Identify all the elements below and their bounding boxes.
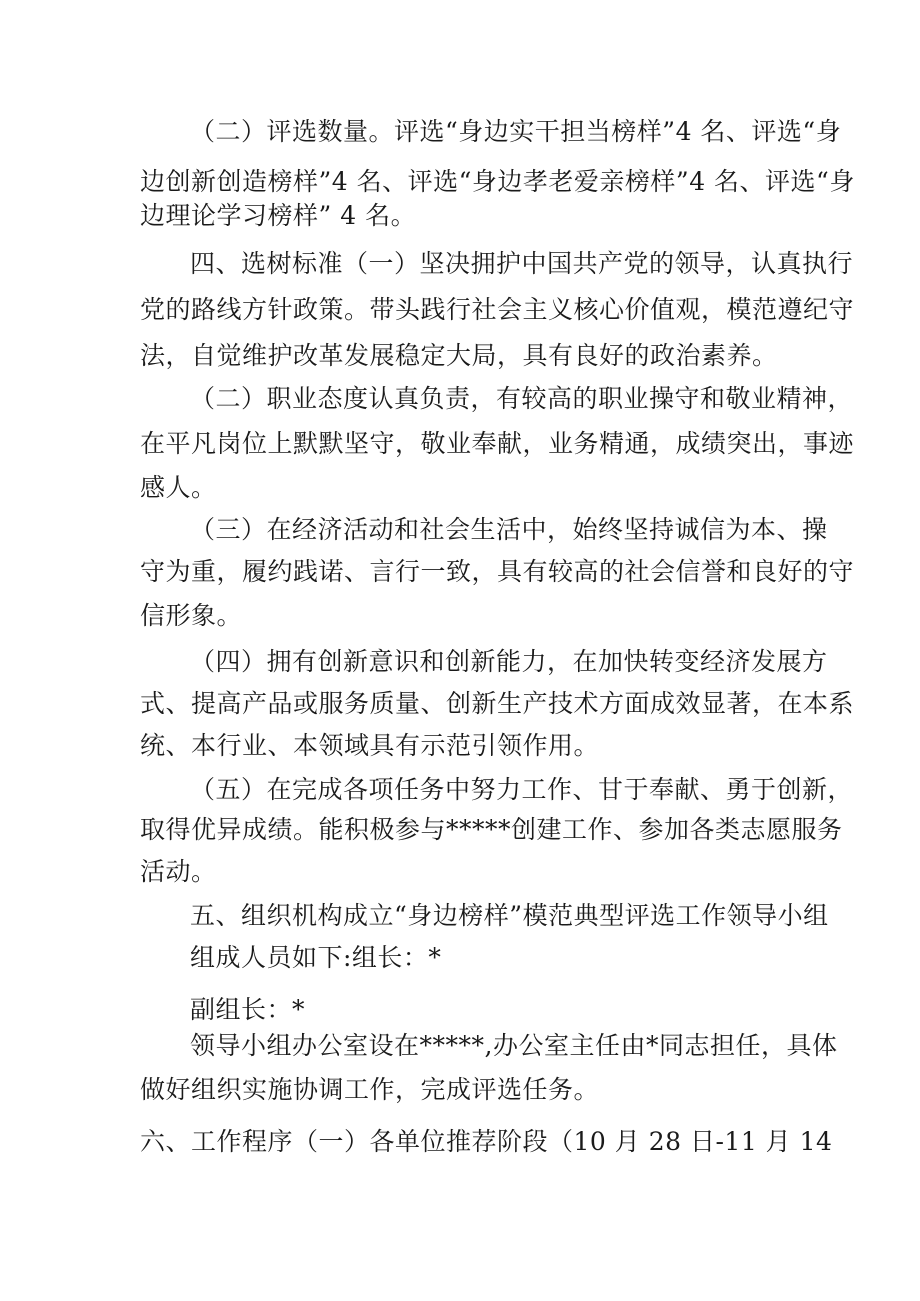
text-line: （三）在经济活动和社会生活中，始终坚持诚信为本、操 <box>190 515 828 544</box>
text-line: 边创新创造榜样”4 名、评选“身边孝老爱亲榜样”4 名、评选“身 <box>140 167 855 196</box>
text-line: （四）拥有创新意识和创新能力，在加快转变经济发展方 <box>190 647 828 676</box>
text-line: 边理论学习榜样” 4 名。 <box>140 201 417 230</box>
text-line: 组成人员如下:组长：* <box>190 943 442 972</box>
text-line: 式、提高产品或服务质量、创新生产技术方面成效显著，在本系 <box>140 689 855 718</box>
text-line: 取得优异成绩。能积极参与*****创建工作、参加各类志愿服务 <box>140 815 843 844</box>
text-line: 六、工作程序（一）各单位推荐阶段（10 月 28 日-11 月 14 <box>140 1127 833 1156</box>
text-line: 做好组织实施协调工作，完成评选任务。 <box>140 1075 600 1104</box>
text-line: 副组长：* <box>190 995 306 1024</box>
text-line: 活动。 <box>140 857 217 886</box>
text-line: 法，自觉维护改革发展稳定大局，具有良好的政治素养。 <box>140 341 778 370</box>
text-line: 党的路线方针政策。带头践行社会主义核心价值观，模范遵纪守 <box>140 295 855 324</box>
text-line: 在平凡岗位上默默坚守，敬业奉献，业务精通，成绩突出，事迹 <box>140 429 855 458</box>
text-line: （二）职业态度认真负责，有较高的职业操守和敬业精神， <box>190 384 854 413</box>
text-line: 领导小组办公室设在*****,办公室主任由*同志担任，具体 <box>190 1031 838 1060</box>
text-line: 四、选树标准（一）坚决拥护中国共产党的领导，认真执行 <box>190 249 854 278</box>
text-line: 信形象。 <box>140 601 243 630</box>
text-line: 统、本行业、本领域具有示范引领作用。 <box>140 731 600 760</box>
text-line: （五）在完成各项任务中努力工作、甘于奉献、勇于创新， <box>190 775 854 804</box>
text-line: 五、组织机构成立“身边榜样”模范典型评选工作领导小组 <box>190 901 829 930</box>
text-line: （二）评选数量。评选“身边实干担当榜样”4 名、评选“身 <box>190 117 842 146</box>
text-line: 感人。 <box>140 473 217 502</box>
text-line: 守为重，履约践诺、言行一致，具有较高的社会信誉和良好的守 <box>140 557 855 586</box>
